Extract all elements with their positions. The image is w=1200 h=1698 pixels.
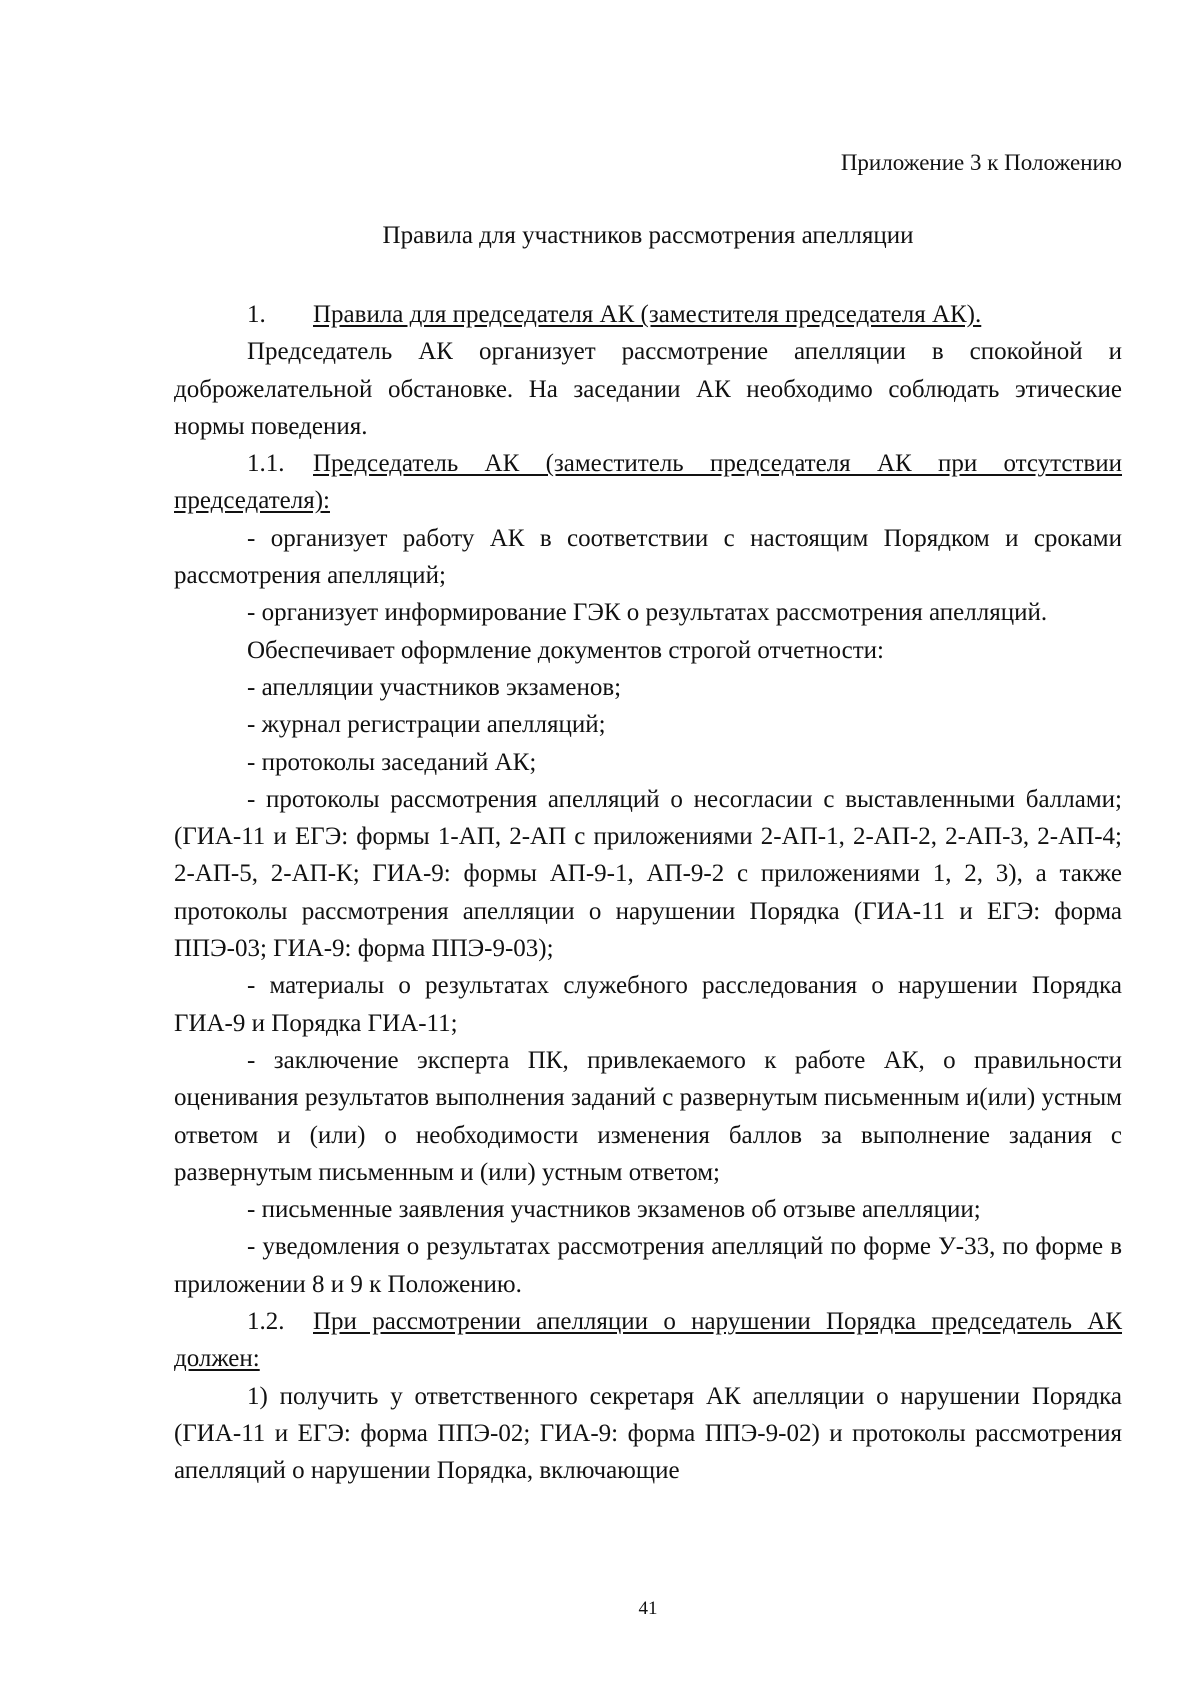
list-item: - уведомления о результатах рассмотрения апелляций по форме У-33, по форме в приложении 8 и 9 к Положению. <box>174 1233 1122 1298</box>
paragraph: Председатель АК организует рассмотрение апелляции в спокойной и доброжелательной обстановке. На заседании АК необходимо соблюдать этические нормы поведения. <box>174 338 1122 440</box>
list-item: - организует работу АК в соответствии с настоящим Порядком и сроками рассмотрения апелляций; <box>174 524 1122 590</box>
section-title: Правила для председателя АК (заместителя председателя АК). <box>313 301 982 328</box>
paragraph: 1) получить у ответственного секретаря АК апелляции о нарушении Порядка (ГИА-11 и ЕГЭ: форма ППЭ-02; ГИА-9: форма ППЭ-9-02) и протоколы рассмотрения апелляций о нарушении Порядка, включающие <box>174 1382 1122 1485</box>
section-title: Председатель АК (заместитель председателя АК при отсутствии председателя): <box>174 450 1122 515</box>
list-item: - протоколы заседаний АК; <box>247 748 537 776</box>
list-item: - письменные заявления участников экзаменов об отзыве апелляции; <box>247 1196 981 1224</box>
section-number: 1.1. <box>247 450 285 478</box>
list-item: - заключение эксперта ПК, привлекаемого к работе АК, о правильности оценивания результатов выполнения заданий с развернутым письменным и(или) устным ответом и (или) о необходимости изменения баллов за выполнение задания с развернутым письменным и (или) устным ответом; <box>174 1046 1122 1186</box>
section-1-2-heading <box>174 1303 1122 1378</box>
appendix-label: Приложение 3 к Положению <box>840 150 1122 175</box>
list-item: - апелляции участников экзаменов; <box>247 673 622 701</box>
paragraph: Обеспечивает оформление документов строгой отчетности: <box>247 636 884 664</box>
section-number: 1. <box>247 301 266 328</box>
section-1-heading <box>174 296 1122 333</box>
list-item: - материалы о результатах служебного расследования о нарушении Порядка ГИА-9 и Порядка ГИА-11; <box>174 972 1122 1037</box>
document-page <box>174 0 1122 1698</box>
section-1-1-heading <box>174 445 1122 520</box>
list-item: - журнал регистрации апелляций; <box>247 711 606 739</box>
section-title: При рассмотрении апелляции о нарушении Порядка председатель АК должен: <box>174 1308 1122 1373</box>
page-number: 41 <box>638 1598 658 1619</box>
list-item: - протоколы рассмотрения апелляций о несогласии с выставленными баллами; (ГИА-11 и ЕГЭ: формы 1-АП, 2-АП с приложениями 2-АП-1, 2-АП-2, 2-АП-3, 2-АП-4; 2-АП-5, 2-АП-К; ГИА-9: формы АП-9-1, АП-9-2 с приложениями 1, 2, 3), а также протоколы рассмотрения апелляции о нарушении Порядка (ГИА-11 и ЕГЭ: форма ППЭ-03; ГИА-9: форма ППЭ-9-03); <box>174 785 1122 963</box>
list-item: - организует информирование ГЭК о результатах рассмотрения апелляций. <box>247 599 1048 627</box>
document-body <box>174 296 1122 1490</box>
document-title: Правила для участников рассмотрения апелляции <box>382 222 914 249</box>
section-number: 1.2. <box>247 1308 285 1336</box>
